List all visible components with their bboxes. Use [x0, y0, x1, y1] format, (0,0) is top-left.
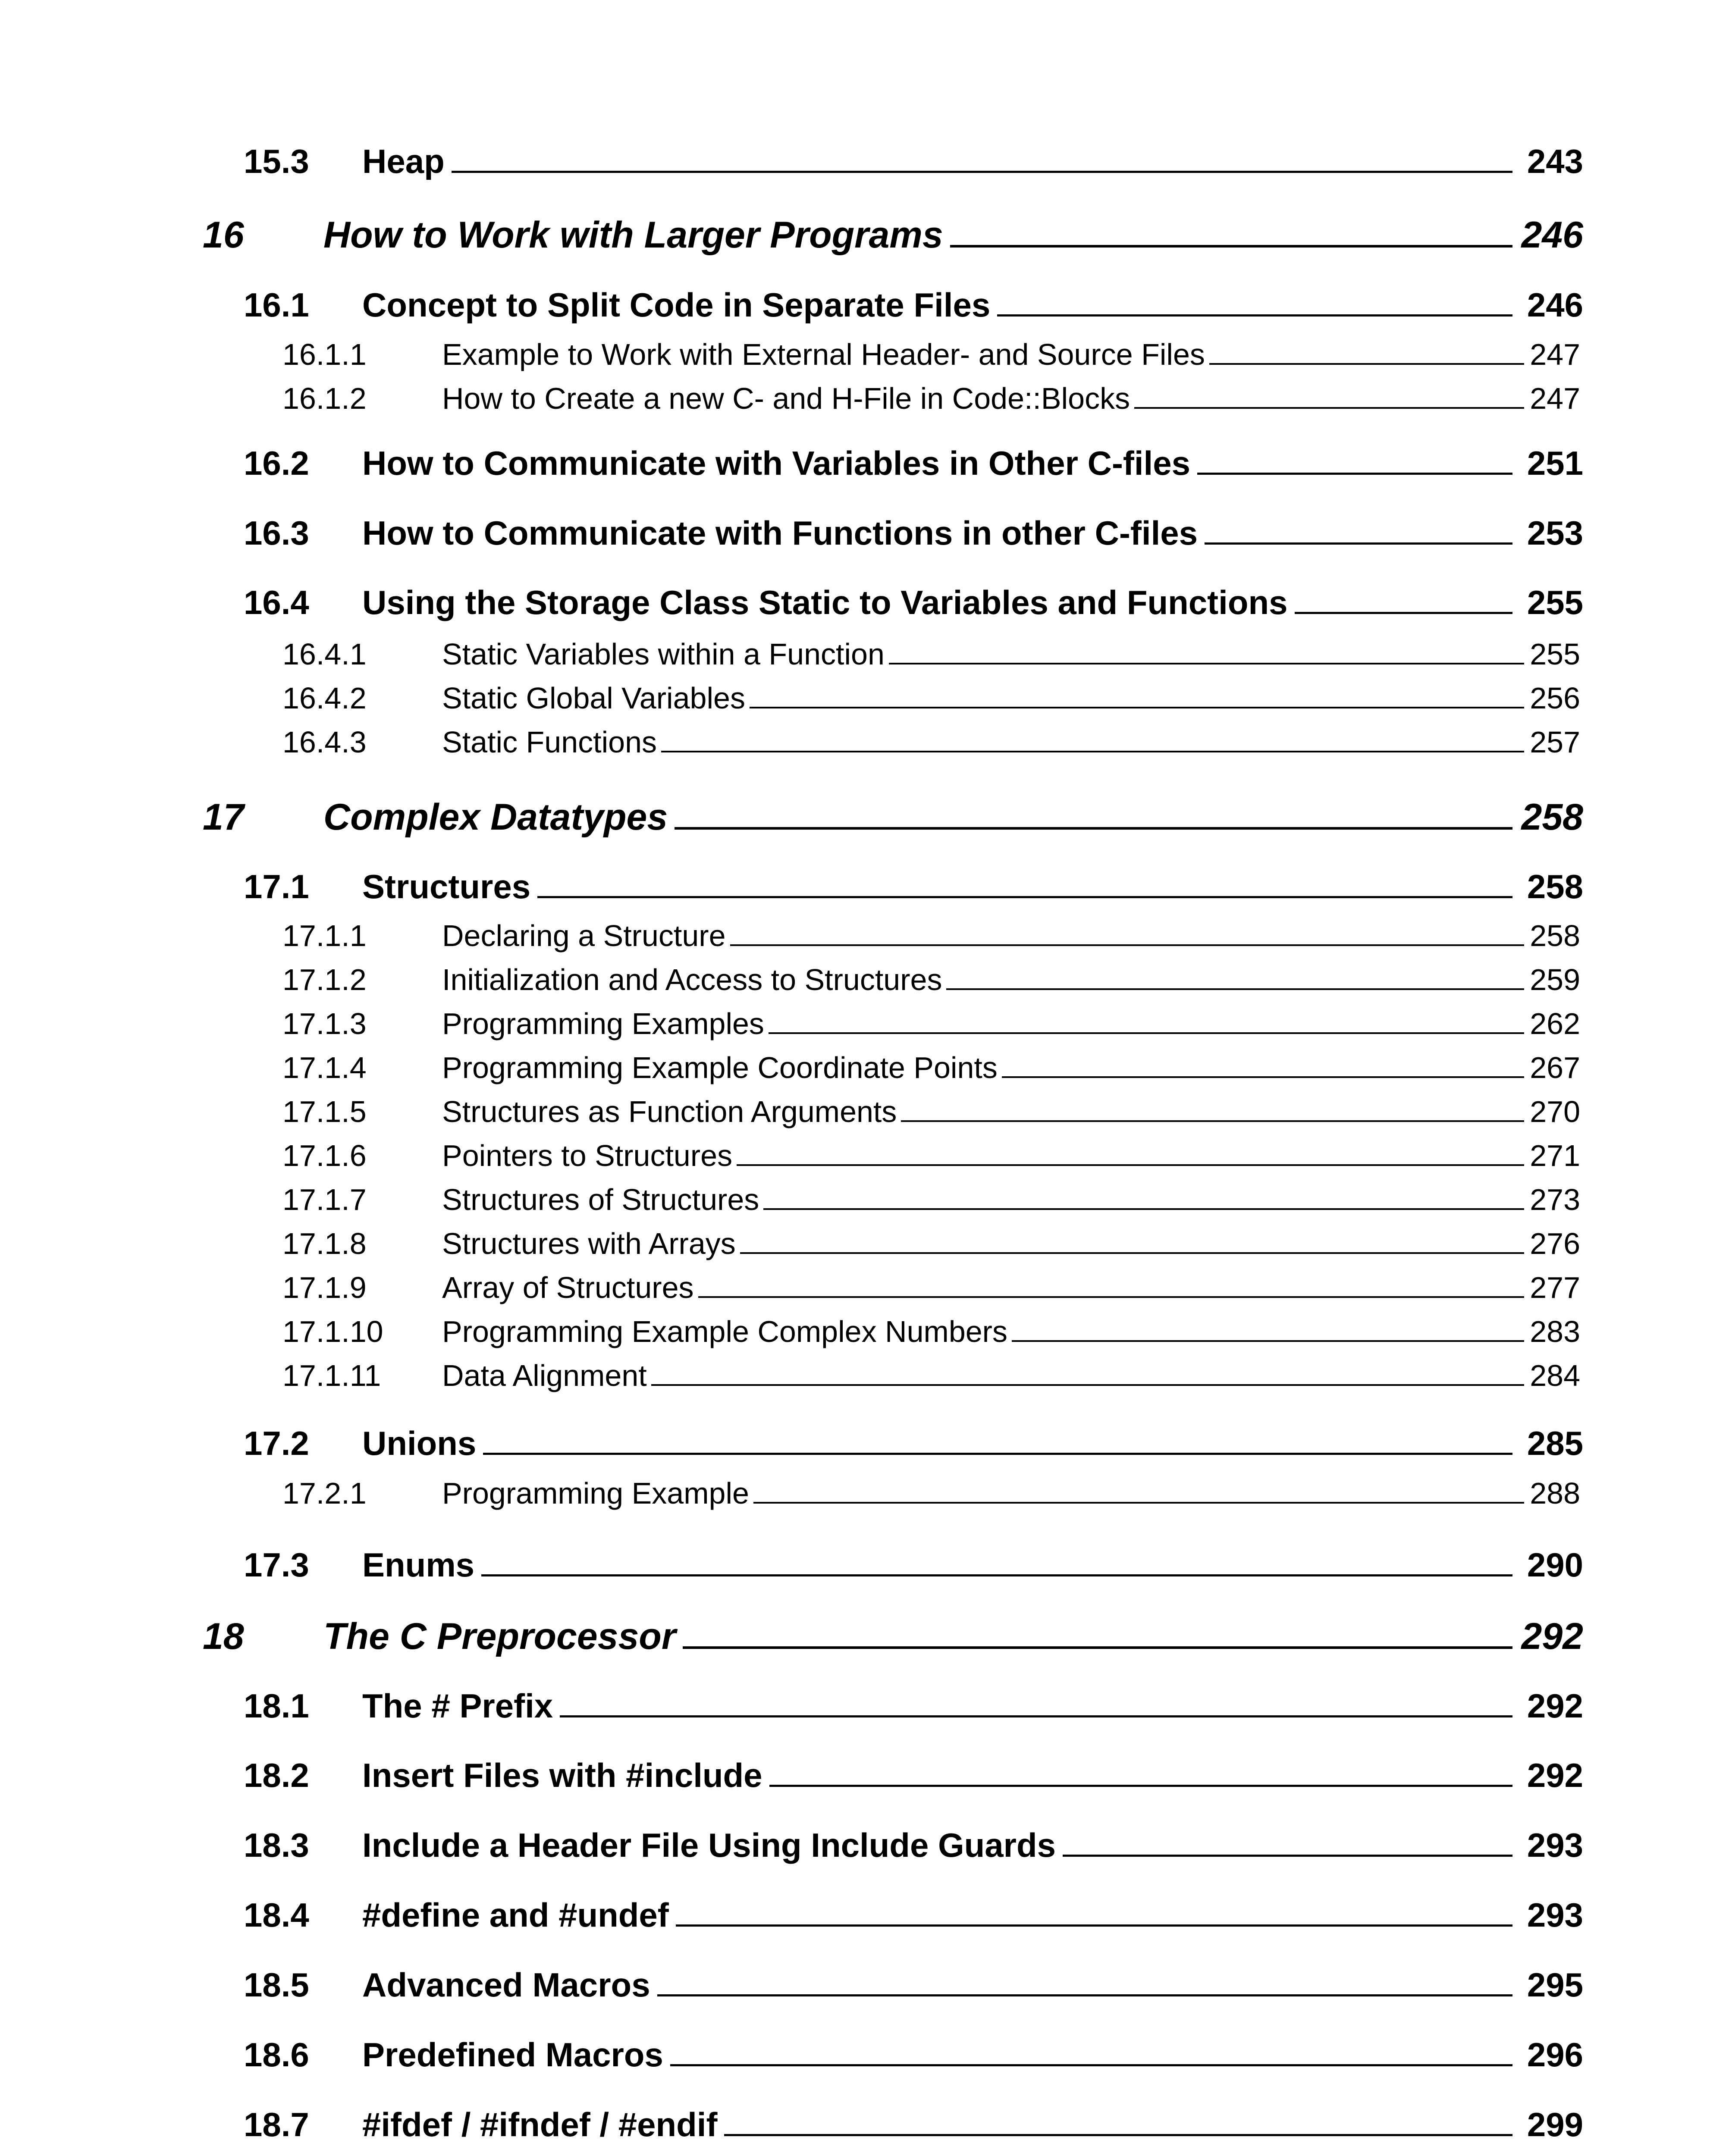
toc-entry-subsection[interactable]	[0, 1478, 1732, 1508]
toc-entry-number: 17.1.5	[282, 1095, 367, 1128]
toc-entry-title: Array of Structures	[442, 1271, 694, 1304]
toc-entry-title: Static Global Variables	[442, 681, 745, 715]
toc-entry-page: 256	[1530, 681, 1580, 715]
toc-entry-number: 16.1.1	[282, 338, 367, 371]
toc-entry-subsection[interactable]	[0, 1053, 1732, 1083]
toc-entry-number: 16.4	[244, 583, 309, 621]
toc-entry-section[interactable]	[0, 1758, 1732, 1792]
toc-entry-page: 258	[1521, 796, 1583, 838]
toc-entry-title: Concept to Split Code in Separate Files	[362, 286, 991, 324]
toc-leader-line	[946, 988, 1524, 990]
toc-entry-page: 296	[1527, 2036, 1583, 2074]
toc-entry-title: Example to Work with External Header- and Source Files	[442, 338, 1205, 371]
toc-entry-number: 17.3	[244, 1546, 309, 1584]
toc-entry-number: 18.4	[244, 1896, 309, 1934]
toc-entry-number: 17.1	[244, 868, 309, 906]
toc-leader-line	[670, 2064, 1512, 2066]
toc-entry-title: Programming Example Coordinate Points	[442, 1051, 998, 1084]
toc-entry-title: Structures with Arrays	[442, 1227, 736, 1260]
toc-entry-title: Static Functions	[442, 725, 657, 759]
toc-entry-page: 267	[1530, 1051, 1580, 1084]
toc-entry-section[interactable]	[0, 1968, 1732, 2002]
toc-entry-page: 246	[1521, 214, 1583, 256]
toc-entry-page: 293	[1527, 1826, 1583, 1864]
toc-leader-line	[1209, 363, 1524, 365]
toc-entry-title: Unions	[362, 1424, 477, 1462]
toc-leader-line	[537, 896, 1512, 898]
toc-entry-number: 17.1.9	[282, 1271, 367, 1304]
toc-leader-line	[1063, 1855, 1512, 1857]
toc-entry-number: 16.4.2	[282, 681, 367, 715]
toc-leader-line	[737, 1164, 1524, 1166]
toc-entry-number: 17.1.10	[282, 1315, 383, 1348]
toc-entry-page: 290	[1527, 1546, 1583, 1584]
toc-leader-line	[950, 245, 1512, 248]
toc-entry-page: 277	[1530, 1271, 1580, 1304]
toc-entry-page: 292	[1527, 1756, 1583, 1794]
toc-entry-number: 18.3	[244, 1826, 309, 1864]
toc-entry-subsection[interactable]	[0, 1141, 1732, 1171]
toc-entry-number: 17.1.4	[282, 1051, 367, 1084]
toc-entry-number: 17.1.11	[282, 1359, 381, 1392]
toc-entry-page: 258	[1527, 868, 1583, 906]
toc-leader-line	[657, 1994, 1512, 1996]
toc-entry-page: 247	[1530, 338, 1580, 371]
toc-entry-title: Pointers to Structures	[442, 1139, 733, 1172]
toc-entry-chapter[interactable]	[0, 216, 1732, 254]
toc-entry-number: 18	[203, 1616, 244, 1657]
toc-entry-page: 259	[1530, 963, 1580, 997]
toc-entry-title: Using the Storage Class Static to Variables and Functions	[362, 583, 1288, 621]
toc-entry-page: 255	[1530, 637, 1580, 671]
toc-entry-number: 15.3	[244, 142, 309, 180]
toc-entry-chapter[interactable]	[0, 1618, 1732, 1655]
toc-leader-line	[753, 1502, 1524, 1504]
toc-entry-title: The # Prefix	[362, 1687, 553, 1725]
toc-entry-title: How to Communicate with Variables in Other C-files	[362, 444, 1190, 482]
toc-entry-number: 17.1.6	[282, 1139, 367, 1172]
toc-entry-number: 18.7	[244, 2106, 309, 2143]
toc-entry-page: 295	[1527, 1966, 1583, 2004]
toc-leader-line	[763, 1208, 1524, 1210]
toc-entry-section[interactable]	[0, 144, 1732, 178]
toc-entry-number: 16.1	[244, 286, 309, 324]
toc-entry-title: Declaring a Structure	[442, 919, 726, 953]
toc-entry-section[interactable]	[0, 1898, 1732, 1932]
toc-entry-title: Static Variables within a Function	[442, 637, 885, 671]
toc-leader-line	[675, 827, 1512, 830]
toc-entry-page: 246	[1527, 286, 1583, 324]
toc-entry-title: Programming Example Complex Numbers	[442, 1315, 1007, 1348]
toc-entry-number: 18.5	[244, 1966, 309, 2004]
toc-entry-number: 18.1	[244, 1687, 309, 1725]
toc-entry-page: 273	[1530, 1183, 1580, 1216]
toc-entry-section[interactable]	[0, 288, 1732, 322]
toc-leader-line	[452, 171, 1512, 173]
toc-entry-section[interactable]	[0, 1689, 1732, 1723]
toc-leader-line	[560, 1715, 1512, 1717]
toc-leader-line	[769, 1032, 1524, 1034]
toc-entry-number: 17	[203, 796, 244, 838]
toc-entry-number: 17.1.7	[282, 1183, 367, 1216]
toc-leader-line	[1197, 473, 1512, 475]
toc-entry-section[interactable]	[0, 516, 1732, 550]
toc-entry-subsection[interactable]	[0, 1228, 1732, 1259]
toc-entry-number: 17.1.3	[282, 1007, 367, 1040]
toc-entry-subsection[interactable]	[0, 383, 1732, 414]
toc-entry-subsection[interactable]	[0, 921, 1732, 951]
toc-entry-number: 16.4.1	[282, 637, 367, 671]
toc-entry-section[interactable]	[0, 1548, 1732, 1582]
toc-entry-subsection[interactable]	[0, 1360, 1732, 1391]
toc-leader-line	[889, 663, 1524, 664]
toc-entry-page: 283	[1530, 1315, 1580, 1348]
toc-leader-line	[901, 1120, 1524, 1122]
toc-entry-subsection[interactable]	[0, 1009, 1732, 1039]
toc-entry-page: 299	[1527, 2106, 1583, 2143]
toc-leader-line	[1012, 1340, 1524, 1342]
toc-entry-title: Heap	[362, 142, 445, 180]
toc-entry-section[interactable]	[0, 2036, 1732, 2074]
toc-leader-line	[483, 1453, 1512, 1455]
toc-leader-line	[724, 2134, 1512, 2136]
toc-leader-line	[1134, 407, 1524, 409]
toc-entry-title: The C Preprocessor	[323, 1616, 676, 1657]
toc-leader-line	[1205, 542, 1512, 545]
toc-entry-page: 247	[1530, 382, 1580, 415]
toc-entry-page: 284	[1530, 1359, 1580, 1392]
toc-leader-line	[661, 751, 1524, 752]
toc-entry-page: 271	[1530, 1139, 1580, 1172]
toc-entry-number: 18.6	[244, 2036, 309, 2074]
toc-entry-title: #define and #undef	[362, 1896, 669, 1934]
toc-entry-subsection[interactable]	[0, 639, 1732, 669]
toc-entry-section[interactable]	[0, 2108, 1732, 2141]
toc-entry-page: 253	[1527, 514, 1583, 552]
toc-entry-page: 292	[1521, 1616, 1583, 1657]
toc-entry-number: 16.4.3	[282, 725, 367, 759]
toc-entry-number: 16.1.2	[282, 382, 367, 415]
toc-entry-page: 293	[1527, 1896, 1583, 1934]
toc-entry-page: 251	[1527, 444, 1583, 482]
toc-entry-number: 18.2	[244, 1756, 309, 1794]
toc-leader-line	[481, 1574, 1512, 1576]
toc-entry-section[interactable]	[0, 1426, 1732, 1460]
toc-entry-title: Programming Example	[442, 1476, 749, 1510]
toc-leader-line	[740, 1252, 1524, 1254]
toc-leader-line	[1002, 1076, 1524, 1078]
toc-entry-number: 16.2	[244, 444, 309, 482]
toc-entry-title: Enums	[362, 1546, 475, 1584]
toc-leader-line	[1295, 612, 1513, 614]
toc-entry-page: 257	[1530, 725, 1580, 759]
toc-entry-page: 270	[1530, 1095, 1580, 1128]
toc-entry-number: 16.3	[244, 514, 309, 552]
toc-leader-line	[997, 314, 1512, 317]
toc-entry-title: Structures as Function Arguments	[442, 1095, 897, 1128]
toc-entry-subsection[interactable]	[0, 1272, 1732, 1303]
toc-entry-section[interactable]	[0, 868, 1732, 906]
toc-entry-title: How to Communicate with Functions in other C-files	[362, 514, 1198, 552]
toc-entry-title: Data Alignment	[442, 1359, 647, 1392]
toc-entry-chapter[interactable]	[0, 796, 1732, 838]
toc-entry-subsection[interactable]	[0, 1316, 1732, 1347]
toc-entry-title: How to Work with Larger Programs	[323, 214, 943, 256]
toc-entry-title: Structures of Structures	[442, 1183, 759, 1216]
toc-entry-subsection[interactable]	[0, 683, 1732, 713]
toc-entry-title: Structures	[362, 868, 531, 906]
toc-entry-title: #ifdef / #ifndef / #endif	[362, 2106, 718, 2143]
toc-leader-line	[769, 1785, 1512, 1787]
toc-entry-page: 262	[1530, 1007, 1580, 1040]
toc-entry-subsection[interactable]	[0, 1185, 1732, 1215]
toc-leader-line	[676, 1924, 1512, 1927]
toc-entry-section[interactable]	[0, 446, 1732, 480]
toc-entry-subsection[interactable]	[0, 727, 1732, 757]
toc-entry-title: How to Create a new C- and H-File in Code::Blocks	[442, 382, 1130, 415]
toc-entry-title: Predefined Macros	[362, 2036, 663, 2074]
toc-entry-number: 16	[203, 214, 244, 256]
toc-entry-page: 285	[1527, 1424, 1583, 1462]
toc-entry-page: 292	[1527, 1687, 1583, 1725]
toc-entry-number: 17.1.8	[282, 1227, 367, 1260]
toc-entry-page: 276	[1530, 1227, 1580, 1260]
toc-entry-page: 243	[1527, 142, 1583, 180]
toc-entry-section[interactable]	[0, 583, 1732, 621]
toc-entry-title: Advanced Macros	[362, 1966, 650, 2004]
toc-leader-line	[750, 707, 1524, 708]
toc-entry-subsection[interactable]	[0, 1097, 1732, 1127]
toc-entry-page: 255	[1527, 583, 1583, 621]
toc-leader-line	[730, 944, 1524, 946]
toc-entry-number: 17.1.1	[282, 919, 367, 953]
toc-leader-line	[651, 1384, 1524, 1386]
toc-leader-line	[698, 1296, 1524, 1298]
toc-entry-section[interactable]	[0, 1828, 1732, 1862]
toc-entry-title: Complex Datatypes	[323, 796, 668, 838]
toc-leader-line	[683, 1646, 1512, 1649]
toc-entry-title: Programming Examples	[442, 1007, 764, 1040]
toc-entry-subsection[interactable]	[0, 339, 1732, 370]
toc-entry-page: 258	[1530, 919, 1580, 953]
toc-entry-title: Initialization and Access to Structures	[442, 963, 942, 997]
toc-entry-page: 288	[1530, 1476, 1580, 1510]
toc-entry-subsection[interactable]	[0, 965, 1732, 995]
toc-entry-number: 17.2.1	[282, 1476, 367, 1510]
toc-entry-title: Insert Files with #include	[362, 1756, 762, 1794]
toc-entry-number: 17.2	[244, 1424, 309, 1462]
toc-entry-title: Include a Header File Using Include Guards	[362, 1826, 1056, 1864]
toc-entry-number: 17.1.2	[282, 963, 367, 997]
